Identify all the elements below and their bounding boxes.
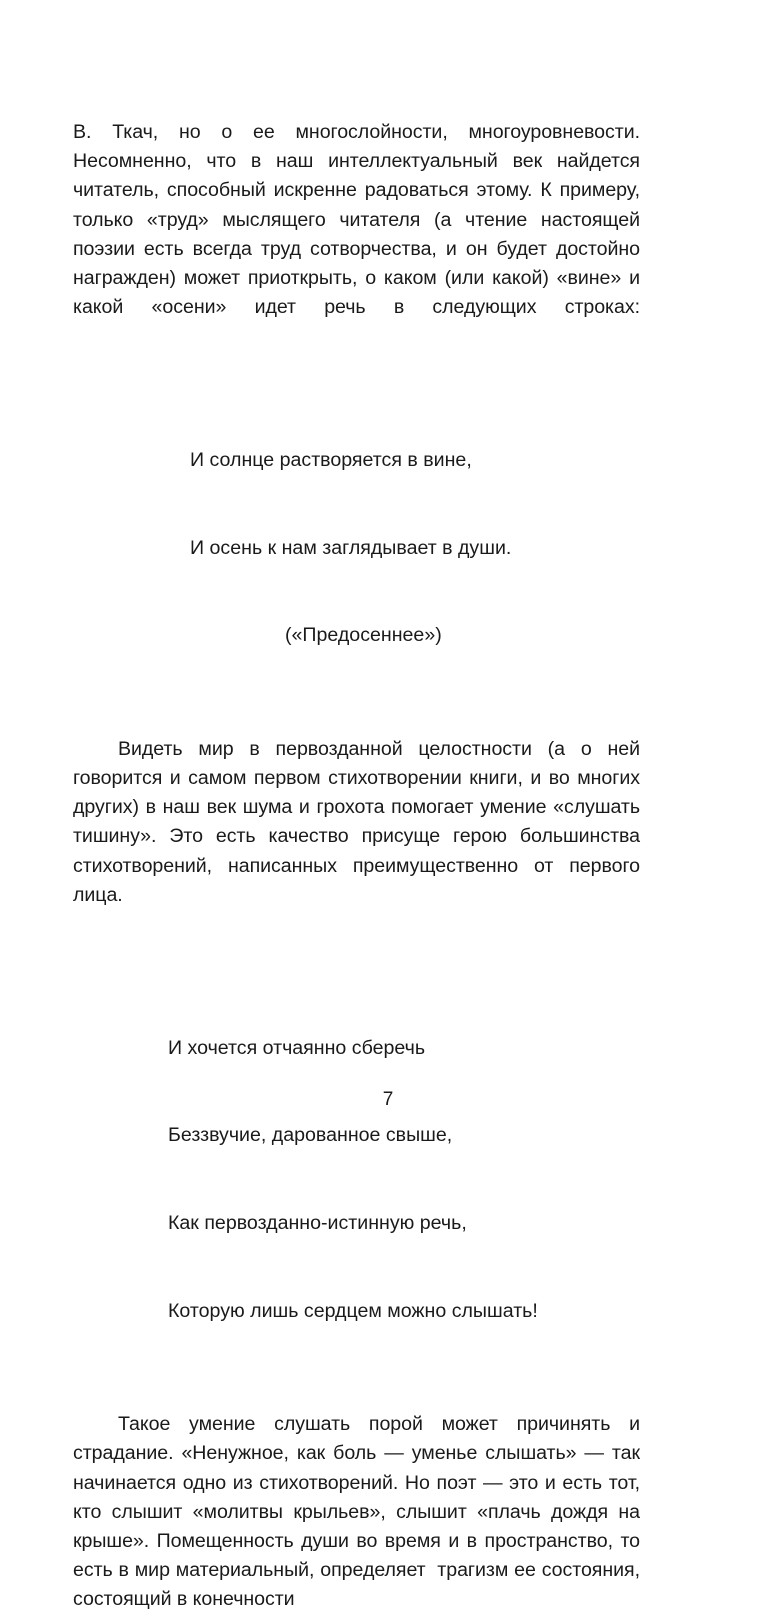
verse-line: И хочется отчаянно сберечь [168,1036,426,1059]
verse-block-beszvuchie [73,975,640,1384]
paragraph-1: В. Ткач, но о ее многослойности, многоуровневости. Несомненно, что в наш интеллектуальный век найдется читатель, способный искренне радоваться этому. К примеру, только «труд» мыслящего читателя (а чтение настоящей поэзии есть всегда труд сотворчества, и он будет достойно награжден) может приоткрыть, о каком (или какой) «вине» и какой «осени» идет речь в следующих строках: [73,121,646,319]
verse-line: И осень к нам заглядывает в души. [190,536,512,559]
verse-attribution: («Предосеннее») [285,624,442,647]
verse-line: Как первозданно-истинную речь, [168,1211,467,1234]
spacer [73,1384,640,1410]
text-column [73,118,651,1615]
paragraph-3: Такое умение слушать порой может причинять и страдание. «Ненужное, как боль — уменье слышать» — так начинается одно из стихотворений. Но поэт — это и есть тот, кто слышит «молитвы крыльев», слышит «плачь дождя на крыше». Помещенность души во время и в пространство, то есть в мир материальный, определяет трагизм ее состояния, состоящий в конечности [73,1413,646,1611]
verse-block-predosennee [73,388,640,709]
verse-line: Беззвучие, дарованное свыше, [168,1124,453,1147]
spacer [73,709,640,735]
page-number: 7 [382,1089,394,1110]
paragraph-2: Видеть мир в первозданной целостности (а о ней говорится и самом первом стихотворении книги, и во многих других) в наш век шума и грохота помогает умение «слушать тишину». Это есть качество присуще герою большинства стихотворений, написанных преимущественно от первого лица. [73,737,651,906]
verse-line: Которую лишь сердцем можно слышать! [168,1299,538,1322]
verse-line: И солнце растворяется в вине, [190,449,472,472]
